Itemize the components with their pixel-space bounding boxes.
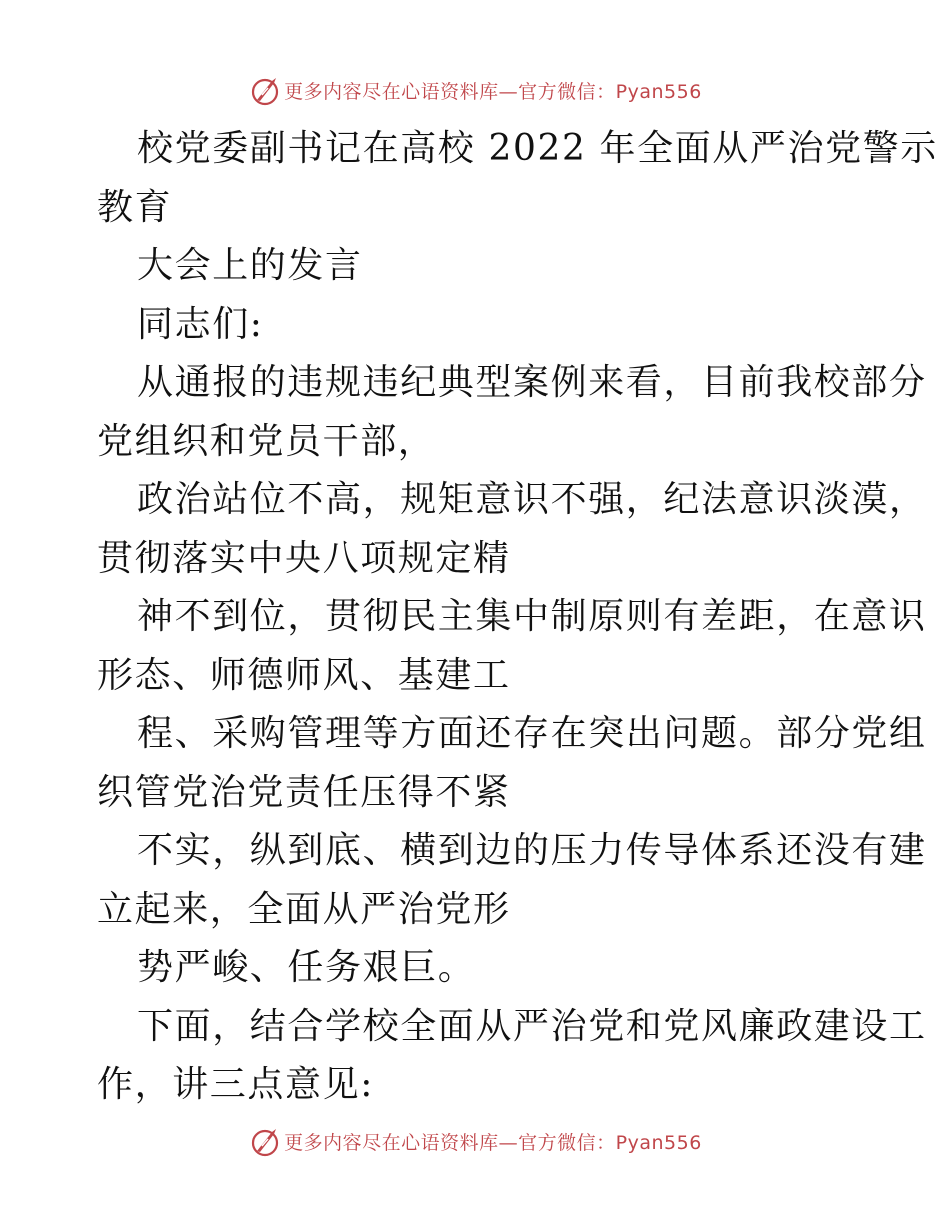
paragraph-line: 形态、师德师风、基建工 <box>97 654 511 696</box>
paragraph-line: 立起来，全面从严治党形 <box>97 888 511 930</box>
salutation: 同志们: <box>137 303 264 345</box>
paragraph-line: 政治站位不高，规矩意识不强，纪法意识淡漠， <box>137 479 927 520</box>
paragraph-line: 下面，结合学校全面从严治党和党风廉政建设工 <box>137 1005 927 1047</box>
footer-banner-text <box>284 1128 702 1155</box>
header-banner[interactable] <box>0 72 950 108</box>
footer-banner-site: 更多内容尽在心语资料库— <box>284 1131 519 1154</box>
header-banner-wechat: 官方微信：Pyan556 <box>518 80 702 103</box>
document-body <box>97 120 938 1115</box>
paragraph-line: 神不到位，贯彻民主集中制原则有差距，在意识 <box>137 596 927 637</box>
footer-banner-wechat: 官方微信：Pyan556 <box>518 1131 702 1154</box>
paragraph-line: 织管党治党责任压得不紧 <box>97 771 511 813</box>
paragraph-line: 作，讲三点意见: <box>97 1064 374 1105</box>
title-line-1: 校党委副书记在高校 2022 年全面从严治党警示 <box>137 128 938 169</box>
header-banner-site: 更多内容尽在心语资料库— <box>284 80 519 103</box>
paragraph-line: 党组织和党员干部， <box>97 420 436 462</box>
paragraph-line: 势严峻、任务艰巨。 <box>137 947 476 988</box>
title-line-3: 大会上的发言 <box>137 245 363 286</box>
quill-pen-logo-icon <box>248 1124 282 1158</box>
header-banner-text <box>284 77 702 104</box>
paragraph-line: 程、采购管理等方面还存在突出问题。部分党组 <box>137 713 927 754</box>
paragraph-line: 从通报的违规违纪典型案例来看，目前我校部分 <box>137 362 927 403</box>
footer-banner[interactable] <box>0 1123 950 1159</box>
paragraph-line: 不实，纵到底、横到边的压力传导体系还没有建 <box>137 830 927 871</box>
paragraph-line: 贯彻落实中央八项规定精 <box>97 537 511 579</box>
quill-pen-logo-icon <box>248 73 282 107</box>
title-line-2: 教育 <box>97 186 173 228</box>
